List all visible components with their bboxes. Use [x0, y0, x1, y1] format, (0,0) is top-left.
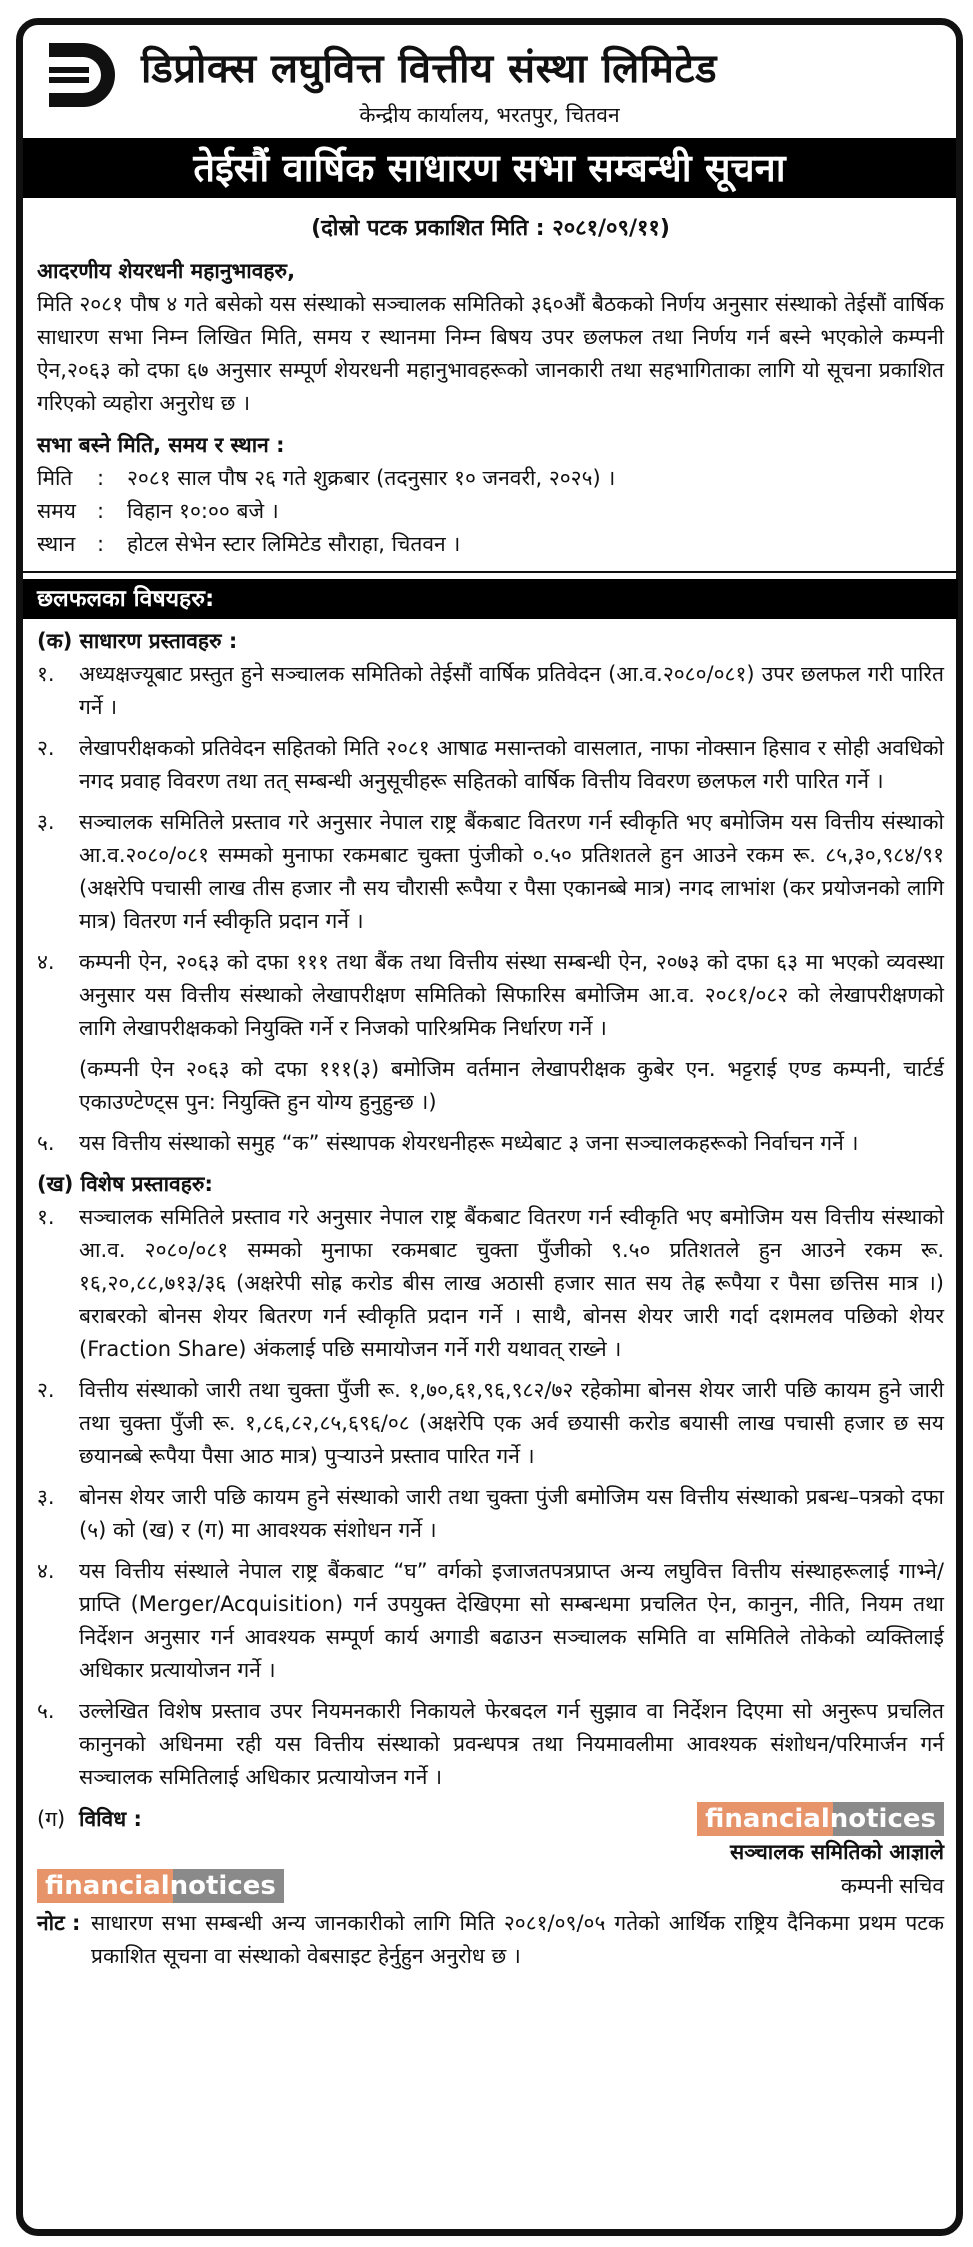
item-text: बोनस शेयर जारी पछि कायम हुने संस्थाको जारी तथा चुक्ता पुंजी बमोजिम यस वित्तीय संस्थाको प्रबन्ध–पत्रको दफा (५) को (ख) र (ग) मा आवश्यक संशोधन गर्ने ।	[79, 1485, 944, 1542]
row-label: समय	[37, 499, 76, 523]
greeting: आदरणीय शेयरधनी महानुभावहरु,	[37, 259, 296, 283]
office-address: केन्द्रीय कार्यालय, भरतपुर, चितवन	[359, 103, 620, 127]
list-item	[37, 806, 944, 938]
meeting-venue-row	[37, 528, 944, 561]
special-heading: (ख) विशेष प्रस्तावहरु:	[37, 1172, 213, 1196]
item-number: ३.	[37, 1485, 55, 1509]
item-text: उल्लेखित विशेष प्रस्ताव उपर नियमनकारी निकायले फेरबदल गर्न सुझाव वा निर्देशन दिएमा सो अनुरूप प्रचलित कानुनको अधिनमा रही यस वित्तीय संस्थाको प्रवन्धपत्र तथा नियमावलीमा आवश्यक संशोधन/परिमार्जन गर्न सञ्चालक समितिलाई अधिकार प्रत्यायोजन गर्ने ।	[79, 1699, 944, 1789]
list-item	[37, 1555, 944, 1687]
misc-label: (ग)	[37, 1806, 66, 1831]
meeting-time-row	[37, 495, 944, 528]
notice-body	[37, 25, 944, 1973]
item-text: अध्यक्षज्यूबाट प्रस्तुत हुने सञ्चालक समितिको तेईसौं वार्षिक प्रतिवेदन (आ.व.२०८०/०८१) उपर छलफल गरी पारित गर्ने ।	[79, 662, 944, 719]
list-item	[37, 1695, 944, 1794]
item-text: यस वित्तीय संस्थाको समुह “क” संस्थापक शेयरधनीहरू मध्येबाट ३ जना सञ्चालकहरूको निर्वाचन गर्ने ।	[79, 1131, 859, 1155]
row-label: स्थान	[37, 532, 76, 556]
signature-title: कम्पनी सचिव	[840, 1873, 944, 1898]
notice-frame	[16, 18, 963, 2236]
company-name: डिप्रोक्स लघुवित्त वित्तीय संस्था लिमिटेड	[141, 46, 718, 92]
item-text: सञ्चालक समितिले प्रस्ताव गरे अनुसार नेपाल राष्ट्र बैंकबाट वितरण गर्न स्वीकृति भए बमोजिम यस वित्तीय संस्थाको आ.व. २०८०/०८१ सम्मको मुनाफा रकमबाट चुक्ता पुँजीको ९.५० प्रतिशतले हुन आउने रकम रू. १६,२०,८८,७१३/३६ (अक्षरेपी सोह्र करोड बीस लाख अठासी हजार सात सय तेह्र रूपैया र पैसा छत्तिस मात्र ।) बराबरको बोनस शेयर बितरण गर्न स्वीकृति प्रदान गर्ने । साथै, बोनस शेयर जारी गर्दा दशमलव पछिको शेयर (Fraction Share) अंकलाई पछि समायोजन गर्ने गरी यथावत् राख्ने ।	[79, 1205, 944, 1361]
note-text: साधारण सभा सम्बन्धी अन्य जानकारीको लागि मिति २०८१/०९/०५ गतेको आर्थिक राष्ट्रिय दैनिकमा प्रथम पटक प्रकाशित सूचना वा संस्थाको वेबसाइट हेर्नुहुन अनुरोध छ ।	[91, 1911, 944, 1968]
list-item	[37, 658, 944, 724]
note-label: नोट :	[37, 1911, 81, 1935]
intro-paragraph: मिति २०८१ पौष ४ गते बसेको यस संस्थाको सञ्चालक समितिको ३६०औं बैठकको निर्णय अनुसार संस्थाको तेईसौं वार्षिक साधारण सभा निम्न लिखित मिति, समय र स्थानमा निम्न बिषय उपर छलफल तथा निर्णय गर्न बस्ने भएकोले कम्पनी ऐन,२०६३ को दफा ६७ अनुसार सम्पूर्ण शेयरधनी महानुभावहरूको जानकारी तथा सहभागिताका लागि यो सूचना प्रकाशित गरिएको व्यहोरा अनुरोध छ ।	[37, 292, 944, 415]
item-number: १.	[37, 1205, 55, 1229]
item-text: यस वित्तीय संस्थाले नेपाल राष्ट्र बैंकबाट “घ” वर्गको इजाजतपत्रप्राप्त अन्य लघुवित्त वित्तीय संस्थाहरूलाई गाभ्ने/प्राप्ति (Merger/Acquisition) गर्न उपयुक्त देखिएमा सो सम्बन्धमा प्रचलित ऐन, कानुन, नीति, नियम तथा निर्देशन अनुसार गर्न आवश्यक सम्पूर्ण कार्य अगाडी बढाउन सञ्चालक समिति वा समितिले तोकेको व्यक्तिलाई अधिकार प्रत्यायोजन गर्ने ।	[79, 1559, 944, 1682]
item-number: ४.	[37, 1559, 55, 1583]
misc-title: विविध :	[79, 1806, 142, 1831]
item-text: सञ्चालक समितिले प्रस्ताव गरे अनुसार नेपाल राष्ट्र बैंकबाट वितरण गर्न स्वीकृति भए बमोजिम यस वित्तीय संस्थाको आ.व.२०८०/०८१ सम्मको मुनाफा रकमबाट चुक्ता पुंजीको ०.५० प्रतिशतले हुन आउने रकम रू. ८५,३०,९८४/९१ (अक्षरेपि पचासी लाख तीस हजार नौ सय चौरासी रूपैया र पैसा एकानब्बे मात्र) नगद लाभांश (कर प्रयोजनको लागि मात्र) वितरण गर्न स्वीकृति प्रदान गर्ने ।	[79, 810, 944, 933]
list-item	[37, 1201, 944, 1366]
meeting-date-row	[37, 462, 944, 495]
list-item	[37, 732, 944, 798]
misc-row	[37, 1802, 944, 1836]
row-value: २०८१ साल पौष २६ गते शुक्रबार (तदनुसार १० जनवरी, २०२५) ।	[127, 466, 616, 490]
signature-authority: सञ्चालक समितिको आज्ञाले	[730, 1840, 944, 1864]
item-number: १.	[37, 662, 55, 686]
item-number: २.	[37, 736, 55, 760]
footnote	[37, 1907, 944, 1973]
item-number: ३.	[37, 810, 55, 834]
item-number: ५.	[37, 1699, 55, 1723]
meeting-heading: सभा बस्ने मिति, समय र स्थान :	[37, 433, 285, 457]
list-item	[37, 1374, 944, 1473]
row-value: विहान १०:०० बजे ।	[127, 499, 279, 523]
watermark: financialnotices	[37, 1869, 284, 1903]
item-number: ५.	[37, 1131, 55, 1155]
divider	[23, 571, 958, 573]
list-item	[37, 1127, 944, 1160]
agenda-heading: छलफलका विषयहरु:	[23, 579, 958, 619]
item-text: कम्पनी ऐन, २०६३ को दफा १११ तथा बैंक तथा वित्तीय संस्था सम्बन्धी ऐन, २०७३ को दफा ६३ मा भएको व्यवस्था अनुसार यस वित्तीय संस्थाको लेखापरीक्षण समितिको सिफारिस बमोजिम आ.व. २०८१/०८२ को लेखापरीक्षणको लागि लेखापरीक्षकको नियुक्ति गर्ने र निजको पारिश्रमिक निर्धारण गर्ने ।	[79, 950, 944, 1040]
publish-date-line: (दोस्रो पटक प्रकाशित मिति : २०८१/०९/११)	[311, 216, 670, 241]
list-item	[37, 946, 944, 1119]
item-text: वित्तीय संस्थाको जारी तथा चुक्ता पुँजी रू. १,७०,६१,९६,९८२/७२ रहेकोमा बोनस शेयर जारी पछि कायम हुने जारी तथा चुक्ता पुँजी रू. १,८६,८२,८५,६९६/०८ (अक्षरेपि एक अर्व छयासी करोड बयासी लाख पचासी हजार छ सय छयानब्बे रूपैया पैसा आठ मात्र) पुऱ्याउने प्रस्ताव पारित गर्ने ।	[79, 1378, 944, 1468]
item-text: लेखापरीक्षकको प्रतिवेदन सहितको मिति २०८१ आषाढ मसान्तको वासलात, नाफा नोक्सान हिसाव र सोही अवधिको नगद प्रवाह विवरण तथा तत् सम्बन्धी अनुसूचीहरू सहितको वार्षिक वित्तीय विवरण छलफल गरी पारित गर्ने ।	[79, 736, 944, 793]
watermark: financialnotices	[697, 1802, 944, 1836]
item-number: २.	[37, 1378, 55, 1402]
general-heading: (क) साधारण प्रस्तावहरु :	[37, 629, 238, 653]
row-colon: :	[97, 466, 105, 490]
row-colon: :	[97, 532, 105, 556]
row-label: मिति	[37, 466, 73, 490]
misc-heading	[37, 1803, 142, 1836]
row-colon: :	[97, 499, 105, 523]
auditor-note: (कम्पनी ऐन २०६३ को दफा १११(३) बमोजिम वर्तमान लेखापरीक्षक कुबेर एन. भट्टराई एण्ड कम्पनी, चार्टर्ड एकाउण्टेण्ट्स पुन: नियुक्ति हुन योग्य हुनुहुन्छ ।)	[79, 1057, 944, 1114]
row-value: होटल सेभेन स्टार लिमिटेड सौराहा, चितवन ।	[127, 532, 461, 556]
notice-title: तेईसौं वार्षिक साधारण सभा सम्बन्धी सूचना	[23, 138, 956, 198]
list-item	[37, 1481, 944, 1547]
signature-row	[37, 1869, 944, 1903]
item-number: ४.	[37, 950, 55, 974]
